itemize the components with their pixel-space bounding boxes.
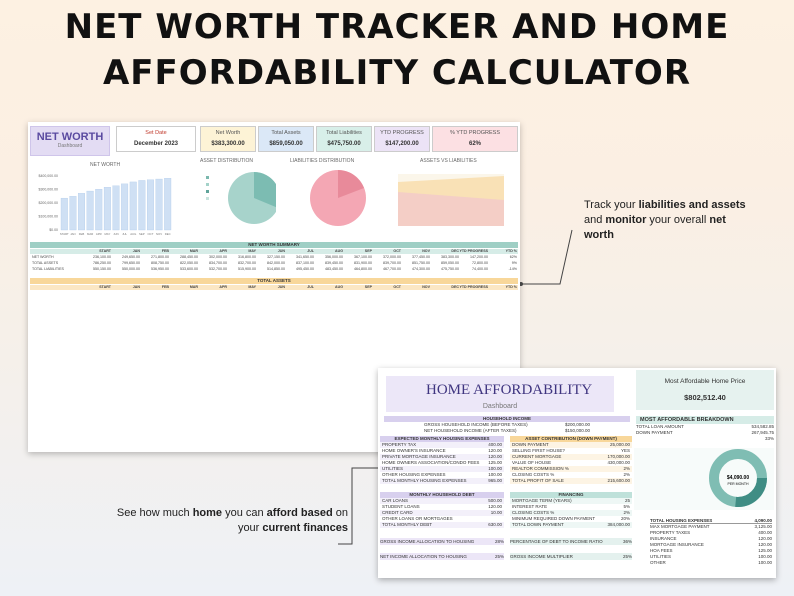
net-worth-bar-chart — [30, 168, 180, 240]
x-tick-label: DEC — [164, 232, 171, 236]
x-tick-label: APR — [95, 232, 102, 236]
monthly-debt: MONTHLY HOUSEHOLD DEBT CAR LOANS 500.00 STUDENT LOANS 120.00 CREDIT CARD 10.00 OTHER LOANS OR MORTGAGES TOTAL MONTHLY DEBT 630.00 — [382, 492, 502, 527]
total-housing-expenses: TOTAL HOUSING EXPENSES 4,090.00 MAX MORTGAGE PAYMENT 3,125.00 PROPERTY TAXES 400.00 INSURANCE 120.00 MORTGAGE INSURANCE 120.00 HOA FEES 125.00 UTILITIES 100.00 OTHER 100.00 — [650, 518, 772, 565]
x-tick-label: OCT — [147, 232, 154, 236]
y-tick-label: $0.00 — [49, 228, 58, 232]
kpi-set-date[interactable]: Set Date December 2023 — [116, 126, 196, 152]
callout-afford: See how much home you can afford based on your current finances — [116, 507, 348, 534]
breakdown-panel: MOST AFFORDABLE BREAKDOWN TOTAL LOAN AMOUNT 534,582.85 DOWN PAYMENT 267,945.75 33% — [636, 417, 774, 441]
callout-track: Track your liabilities and assets and monitor your overall net worth — [584, 199, 746, 241]
bar-aug — [130, 182, 137, 230]
x-tick-label: JUL — [122, 232, 128, 236]
y-tick-label: $100,000.00 — [38, 214, 58, 219]
breakdown-donut — [634, 448, 774, 510]
asset-legend — [206, 176, 209, 200]
asset-dist-label: ASSET DISTRIBUTION — [200, 158, 253, 164]
home-subtitle: Dashboard — [482, 403, 518, 410]
home-title: HOME AFFORDABILITY — [426, 382, 593, 398]
total-assets-band: TOTAL ASSETS — [30, 278, 518, 284]
bar-start — [61, 198, 68, 230]
donut-value: $4,090.00 — [726, 475, 750, 481]
bar-nov — [156, 179, 163, 230]
home-affordability-sheet — [378, 368, 776, 578]
net-worth-chart-label: NET WORTH — [90, 162, 121, 168]
summary-header-row: START JAN FEB MAR APR MAY JUN JUL AUG SEP OCT NOV DECYTD PROGRESS YTD % — [30, 249, 518, 254]
summary-row-networth: NET WORTH 236,100.00 249,650.00 271,800.00 288,450.00 302,000.00 316,800.00 327,150.00 341,650.00 356,000.00 367,100.00 372,000.00 377,450.00 383,300.00 147,200.00 62% — [32, 255, 517, 259]
expected-expenses: EXPECTED MONTHLY HOUSING EXPENSES PROPERTY TAX 400.00 HOME OWNER'S INSURANCE 120.00 PRIVATE MORTGAGE INSURANCE 120.00 HOME OWNERS ASSOCIATION/CONDO FEES 125.00 UTILITIES 100.00 OTHER HOUSING EXPENSES 100.00 TOTAL MONTHLY HOUSING EXPENSES 965.00 — [382, 436, 502, 483]
most-affordable-label: Most Affordable Home Price — [664, 378, 746, 385]
liab-dist-label: LIABILITIES DISTRIBUTION — [290, 158, 355, 164]
bar-may — [104, 187, 111, 230]
asset-contribution: ASSET CONTRIBUTION (DOWN PAYMENT) DOWN PAYMENT 25,000.00 SELLING FIRST HOUSE? YES CURRENT MORTGAGE 170,000.00 VALUE OF HOUSE 430,000.00 REALTOR COMMISSION % 2% CLOSING COSTS % 2% TOTAL PROFIT OF SALE 215,600.00 — [512, 436, 630, 483]
financing: FINANCING MORTGAGE TERM (YEARS) 25 INTEREST RATE 5% CLOSING COSTS % 2% MINIMUM REQUIRED DOWN PAYMENT 20% TOTAL DOWN PAYMENT 384,000.00 — [512, 492, 630, 527]
x-tick-label: JUN — [113, 232, 119, 236]
bar-sep — [139, 180, 146, 230]
kpi-ytd-percent: % YTD PROGRESS 62% — [432, 126, 518, 152]
household-income: HOUSEHOLD INCOME GROSS HOUSEHOLD INCOME (BEFORE TAXES) $200,000.00 NET HOUSEHOLD INCOME (AFTER TAXES) $150,000.00 — [384, 416, 630, 434]
x-tick-label: MAY — [104, 232, 111, 236]
net-worth-subtitle: Dashboard — [57, 143, 83, 149]
summary-band: NET WORTH SUMMARY — [30, 242, 518, 248]
total-assets-header: START JAN FEB MAR APR MAY JUN JUL AUG SEP OCT NOV DECYTD PROGRESS YTD % — [30, 285, 518, 290]
avl-label: ASSETS VS LIABILITIES — [420, 158, 477, 164]
kpi-ytd-progress: YTD PROGRESS $147,200.00 — [374, 126, 430, 152]
x-tick-label: FEB — [78, 232, 85, 236]
summary-row-assets: TOTAL ASSETS 786,250.00 799,650.00 808,750.00 822,050.00 834,700.00 832,700.00 842,000.00 837,100.00 839,450.00 831,900.00 839,700.00 851,750.00 859,050.00 72,800.00 9% — [32, 261, 517, 265]
most-affordable-box — [636, 370, 774, 410]
kpi-total-assets: Total Assets $859,050.00 — [258, 126, 314, 152]
x-tick-label: MAR — [87, 232, 94, 236]
x-tick-label: SEP — [139, 232, 145, 236]
alloc-dti: PERCENTAGE OF DEBT TO INCOME RATIO 36% — [510, 539, 632, 544]
y-tick-label: $300,000.00 — [38, 187, 58, 192]
x-tick-label: AUG — [130, 232, 137, 236]
assets-vs-liabilities-area — [378, 164, 508, 240]
bar-mar — [87, 191, 94, 230]
liabilities-distribution-pie — [276, 164, 376, 240]
kpi-total-liabilities: Total Liabilities $475,750.00 — [316, 126, 372, 152]
bar-oct — [147, 180, 154, 230]
kpi-net-worth: Net Worth $383,300.00 — [200, 126, 256, 152]
headline-line2: AFFORDABILITY CALCULATOR — [102, 53, 692, 93]
headline-line1: NET WORTH TRACKER AND HOME — [64, 7, 730, 47]
alloc-net: NET INCOME ALLOCATION TO HOUSING 25% — [380, 554, 504, 559]
asset-distribution-pie — [186, 164, 276, 240]
alloc-gross: GROSS INCOME ALLOCATION TO HOUSING 28% — [380, 539, 504, 544]
headline — [0, 4, 794, 96]
bar-jul — [121, 184, 128, 230]
donut-sub: PER MONTH — [727, 482, 749, 486]
bar-jan — [70, 196, 77, 230]
alloc-multiplier: GROSS INCOME MULTIPLIER 25% — [510, 554, 632, 559]
x-tick-label: JAN — [70, 232, 76, 236]
most-affordable-value: $802,512.40 — [684, 393, 726, 402]
bar-feb — [78, 193, 85, 230]
net-worth-title: NET WORTH — [36, 131, 104, 143]
bar-dec — [164, 178, 171, 230]
bar-jun — [113, 186, 120, 230]
net-worth-title-box — [30, 126, 110, 156]
x-tick-label: NOV — [156, 232, 163, 236]
summary-row-liabilities: TOTAL LIABILITIES 550,150.00 550,000.00 536,950.00 533,600.00 532,700.00 515,900.00 514,850.00 495,450.00 483,450.00 464,800.00 467,700.00 474,300.00 475,750.00 74,400.00 -14% — [32, 267, 517, 271]
y-tick-label: $200,000.00 — [38, 201, 58, 205]
callout-line-1 — [520, 226, 590, 286]
x-tick-label: START — [59, 232, 69, 236]
home-header — [386, 376, 614, 412]
bar-apr — [95, 189, 102, 230]
y-tick-label: $400,000.00 — [38, 174, 58, 178]
